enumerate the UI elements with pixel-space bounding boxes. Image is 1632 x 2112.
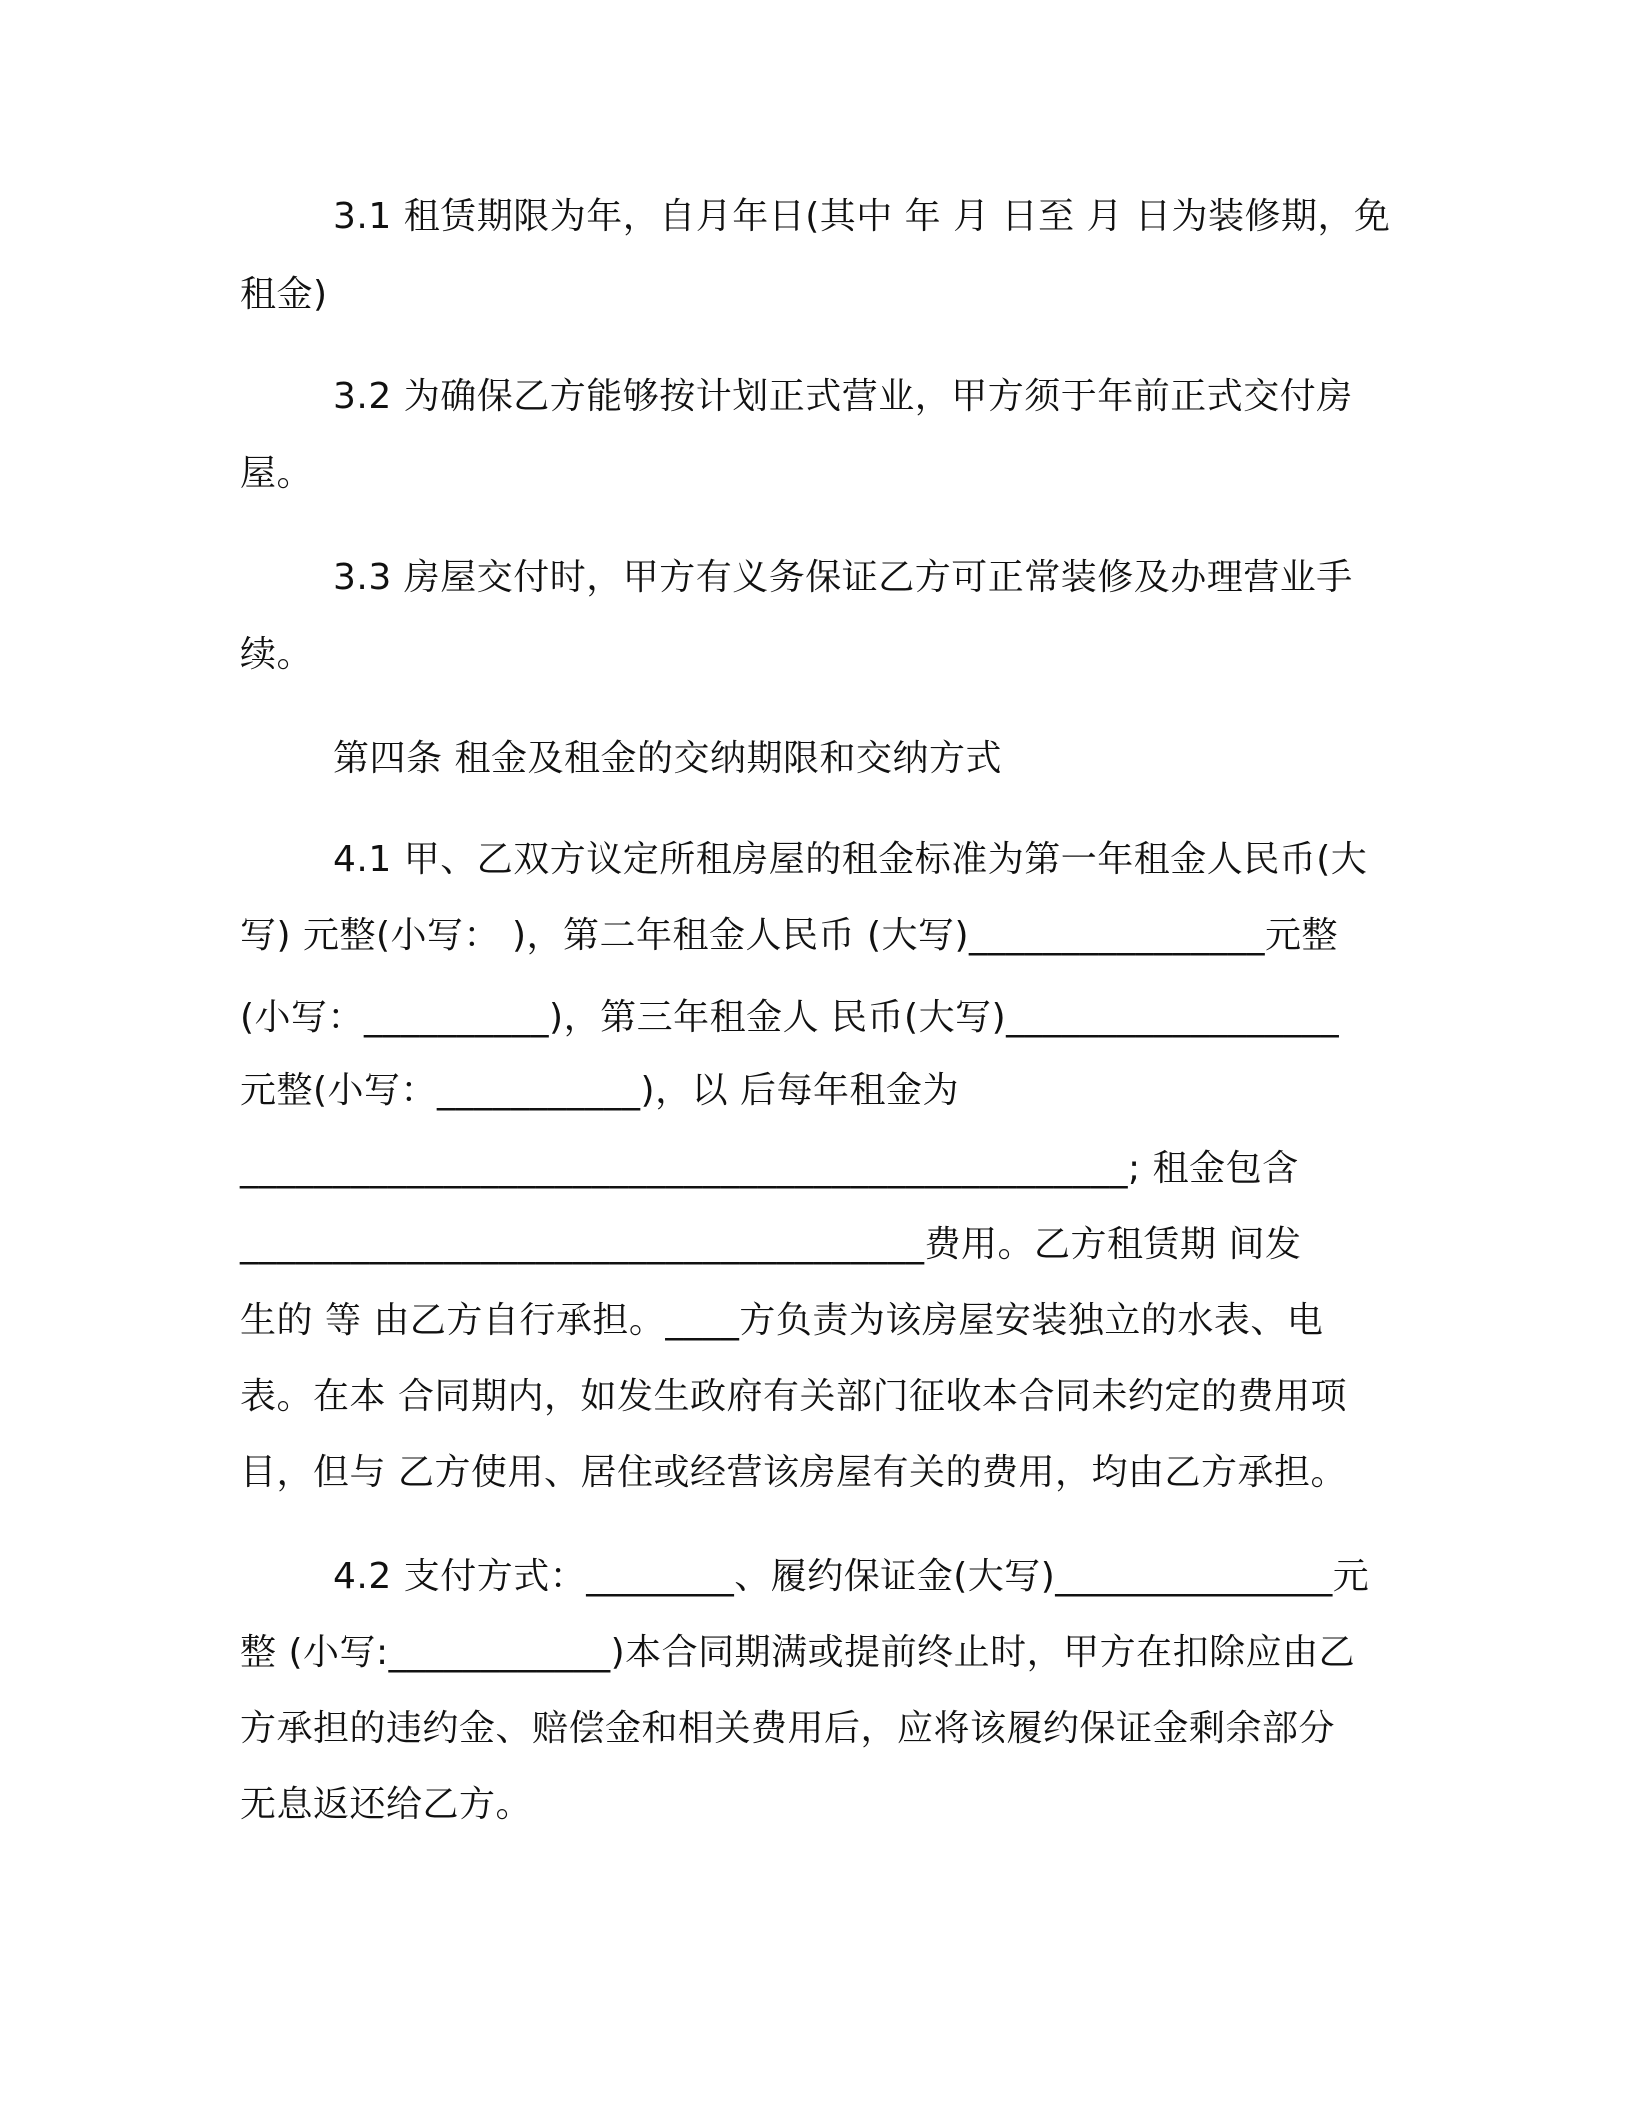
clause-4-1-line-8: 表。在本 合同期内，如发生政府有关部门征收本合同未约定的费用项 [240,1376,1347,1417]
clause-3-2-line-1: 3.2 为确保乙方能够按计划正式营业，甲方须于年前正式交付房 [333,376,1353,417]
clause-4-2-line-2: 整 (小写:____________)本合同期满或提前终止时，甲方在扣除应由乙 [240,1632,1356,1673]
clause-4-1-line-9: 目，但与 乙方使用、居住或经营该房屋有关的费用，均由乙方承担。 [240,1452,1347,1493]
clause-3-3-line-2: 续。 [240,634,314,675]
clause-4-2-line-1: 4.2 支付方式：________、履约保证金(大写)_______________元 [333,1556,1370,1597]
clause-3-1-line-2: 租金) [240,274,328,315]
clause-4-1-line-3: (小写：__________)，第三年租金人 民币(大写)__________________ [240,997,1340,1038]
clause-4-1-line-7: 生的 等 由乙方自行承担。____方负责为该房屋安装独立的水表、电 [240,1300,1324,1341]
clause-4-1-line-2: 写) 元整(小写： )，第二年租金人民币 (大写)________________元整 [240,915,1339,956]
clause-4-1-line-6: _____________________________________费用。乙方租赁期 间发 [240,1224,1302,1265]
clause-3-3-line-1: 3.3 房屋交付时，甲方有义务保证乙方可正常装修及办理营业手 [333,557,1353,598]
clause-4-2-line-4: 无息返还给乙方。 [240,1784,533,1825]
clause-4-1-line-1: 4.1 甲、乙双方议定所租房屋的租金标准为第一年租金人民币(大 [333,839,1368,880]
clause-4-1-line-4: 元整(小写：___________)，以 后每年租金为 [240,1070,960,1111]
clause-4-1-line-5: ________________________________________________; 租金包含 [240,1148,1299,1189]
clause-4-2-line-3: 方承担的违约金、赔偿金和相关费用后，应将该履约保证金剩余部分 [240,1708,1336,1749]
clause-3-1-line-1: 3.1 租赁期限为年，自月年日(其中 年 月 日至 月 日为装修期，免 [333,196,1391,237]
article-4-heading: 第四条 租金及租金的交纳期限和交纳方式 [333,738,1002,779]
clause-3-2-line-2: 屋。 [240,453,314,494]
